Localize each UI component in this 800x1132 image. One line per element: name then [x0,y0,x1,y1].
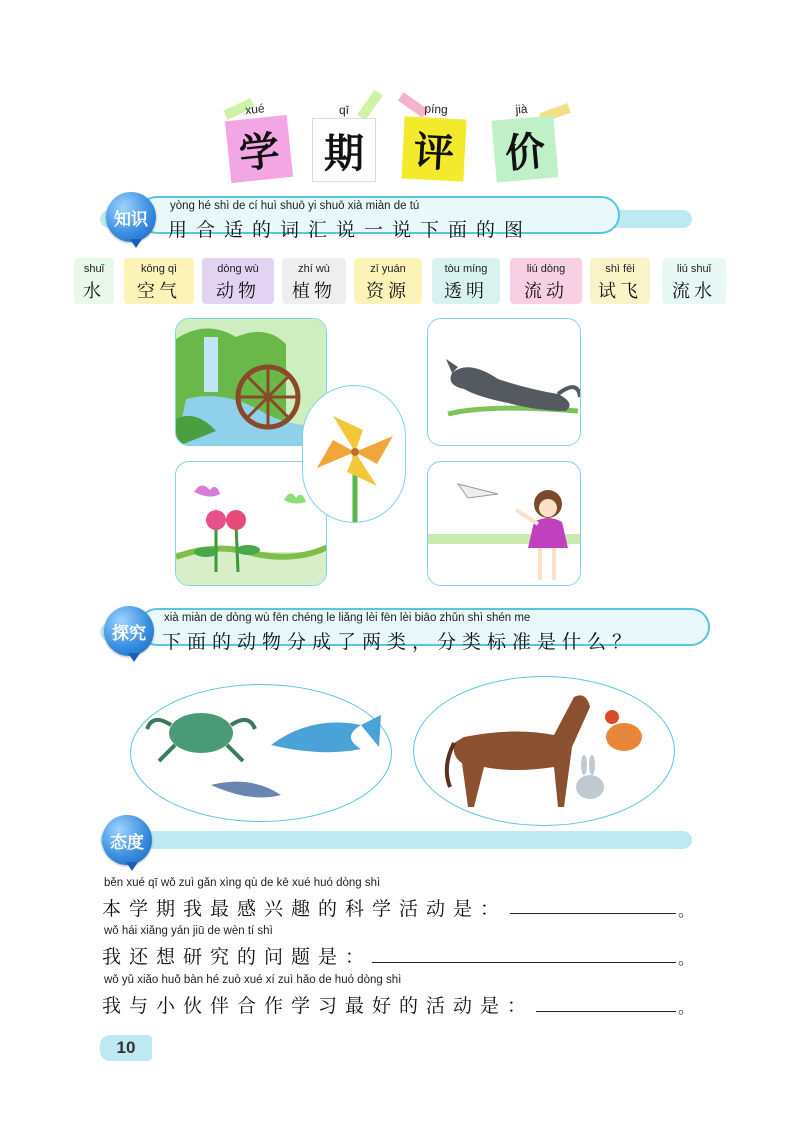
question3-pinyin: wǒ yǔ xiǎo huǒ bàn hé zuò xué xí zuì hǎo de huó dòng shì [104,974,402,986]
title-pinyin: píng [424,101,449,117]
question3-text: 我与小伙伴合作学习最好的活动是： [102,995,535,1017]
section2-badge: 探究 [104,606,154,656]
title-card-4 [491,101,558,182]
cat-picture [427,318,581,446]
question1-pinyin: běn xué qī wǒ zuì gǎn xìng qù de kē xué huó dòng shì [104,877,381,889]
girl-plane-picture [427,461,581,586]
pinwheel-picture [302,385,406,523]
section2-text: 下面的动物分成了两类，分类标准是什么？ [162,631,638,653]
group-land-animals [413,676,675,826]
section2-pinyin: xià miàn de dòng wù fēn chéng le liǎng lèi fēn lèi biāo zhǔn shì shén me [164,612,531,624]
page-number: 10 [100,1035,152,1061]
girl-illustration [428,462,581,586]
question2-period: 。 [678,949,695,968]
word-pinyin: dòng wù [217,263,259,275]
title-card-2 [312,103,376,182]
word-pinyin: liú shuǐ [676,263,712,275]
section1-text: 用合适的词汇说一说下面的图 [168,219,533,241]
word-pinyin: shì fēi [605,263,635,275]
word-card [510,258,582,304]
section3-badge: 态度 [102,815,152,865]
word-pinyin: zhí wù [298,263,330,275]
word-pinyin: shuǐ [83,263,105,275]
group-aquatic-animals [130,684,392,822]
land-animals-illustration [414,677,676,827]
aquatic-animals-illustration [131,685,393,823]
pinwheel-illustration [303,386,406,523]
question2-pinyin: wǒ hái xiǎng yán jiū de wèn tí shì [104,925,273,937]
word-pinyin: zī yuán [370,263,406,275]
word-text: 水 [83,281,105,302]
section1-badge: 知识 [106,192,156,242]
word-card [202,258,274,304]
word-text: 试飞 [598,281,642,302]
word-text: 空气 [137,281,181,302]
section1-pinyin: yòng hé shì de cí huì shuō yi shuō xià miàn de tú [170,200,420,212]
word-pinyin: kōng qì [140,263,178,275]
word-text: 透明 [444,281,488,302]
title-char: 学 [236,126,282,178]
word-pinyin: tòu míng [444,263,488,275]
question2-text: 我还想研究的问题是： [102,946,373,968]
cat-illustration [428,319,581,446]
word-text: 植物 [292,281,336,302]
word-pinyin: liú dòng [526,263,566,275]
title-pinyin: qī [338,103,349,117]
word-card [354,258,422,304]
word-card [662,258,726,304]
answer3-field[interactable] [536,1011,676,1012]
title-pinyin: jià [514,101,529,117]
section-bar [100,831,692,849]
title-card-1 [225,101,293,183]
word-card [282,258,346,304]
title-char: 期 [324,129,364,177]
title-card-3 [401,101,466,181]
word-card [124,258,194,304]
word-text: 流水 [672,281,716,302]
answer1-field[interactable] [510,913,676,914]
question3-period: 。 [678,998,695,1017]
title-char: 评 [412,127,456,177]
question1-period: 。 [678,901,695,920]
question1-text: 本学期我最感兴趣的科学活动是： [102,898,508,920]
answer2-field[interactable] [372,962,676,963]
word-card [432,258,500,304]
word-card [74,258,114,304]
word-text: 动物 [216,281,260,302]
word-text: 资源 [366,281,410,302]
word-card [590,258,650,304]
title-char: 价 [503,126,548,178]
title-pinyin: xué [244,101,266,118]
word-text: 流动 [524,281,568,302]
